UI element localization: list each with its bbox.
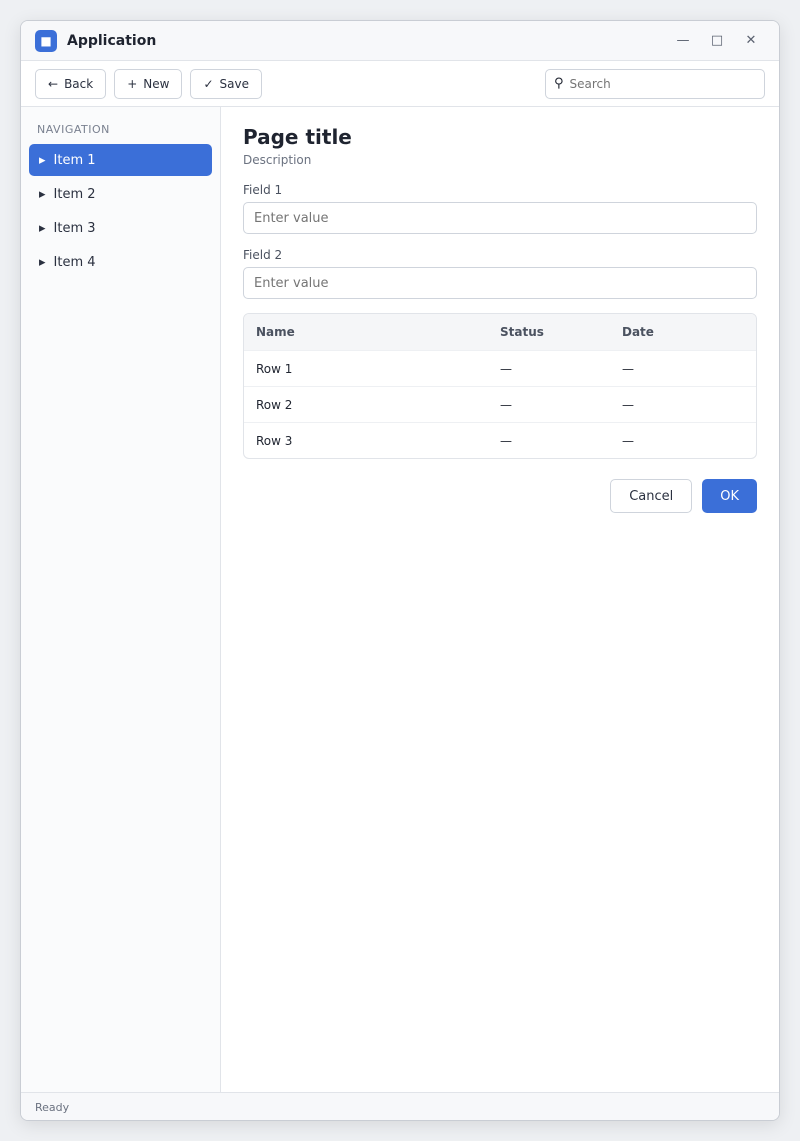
status-text: Ready: [35, 1101, 70, 1114]
new-button[interactable]: [114, 69, 182, 99]
body-area: [21, 107, 779, 1092]
table-row[interactable]: [244, 386, 756, 422]
table-cell: —: [622, 433, 634, 448]
folder-icon: ▸: [39, 220, 46, 236]
app-window: [20, 20, 780, 1121]
cancel-button[interactable]: Cancel: [610, 479, 692, 513]
table-header-row: [244, 314, 756, 350]
sidebar-item-2[interactable]: [29, 178, 212, 210]
sidebar-item-label: Item 2: [53, 186, 96, 202]
search-input[interactable]: [570, 77, 756, 91]
table-cell: —: [500, 361, 512, 376]
minimize-icon[interactable]: —: [676, 33, 690, 48]
confirm-button[interactable]: OK: [702, 479, 757, 513]
table-row[interactable]: [244, 422, 756, 458]
form-actions: [243, 479, 757, 513]
field-2-label: Field 2: [243, 248, 283, 262]
folder-icon: ▸: [39, 254, 46, 270]
sidebar-item-4[interactable]: [29, 246, 212, 278]
back-button-label: Back: [64, 76, 94, 91]
folder-icon: ▸: [39, 152, 46, 168]
table-header-cell[interactable]: Status: [500, 325, 544, 339]
table-cell: —: [500, 397, 512, 412]
sidebar-heading: NAVIGATION: [37, 123, 110, 136]
sidebar-item-label: Item 4: [53, 254, 96, 270]
table-header-cell[interactable]: Date: [622, 325, 654, 339]
save-icon: ✓: [203, 76, 214, 91]
table-row[interactable]: [244, 350, 756, 386]
title-bar: [21, 21, 779, 61]
window-title: Application: [67, 32, 157, 49]
sidebar: [21, 107, 221, 1092]
form-field-1: [243, 183, 757, 234]
arrow-left-icon: ←: [48, 76, 59, 91]
new-button-label: New: [143, 76, 170, 91]
main-content: [221, 107, 779, 1092]
table-cell: —: [622, 361, 634, 376]
plus-icon: +: [127, 76, 138, 91]
page-title: Page title: [243, 125, 352, 149]
toolbar: [21, 61, 779, 107]
sidebar-item-1[interactable]: [29, 144, 212, 176]
sidebar-item-label: Item 1: [53, 152, 96, 168]
back-button[interactable]: [35, 69, 106, 99]
table-cell: Row 3: [256, 433, 293, 448]
window-controls: [669, 29, 765, 53]
table-cell: —: [500, 433, 512, 448]
table-cell: Row 1: [256, 361, 293, 376]
app-logo-icon: ■: [35, 30, 57, 52]
field-1-label: Field 1: [243, 183, 283, 197]
maximize-icon[interactable]: □: [710, 33, 724, 48]
page-subtitle: Description: [243, 153, 312, 167]
form-field-2: [243, 248, 757, 299]
close-icon[interactable]: ✕: [745, 33, 757, 48]
save-button-label: Save: [219, 76, 249, 91]
field-2-input[interactable]: [243, 267, 757, 299]
table-cell: —: [622, 397, 634, 412]
save-button[interactable]: [190, 69, 262, 99]
sidebar-item-label: Item 3: [53, 220, 96, 236]
field-1-input[interactable]: [243, 202, 757, 234]
sidebar-item-3[interactable]: [29, 212, 212, 244]
search-box[interactable]: [545, 69, 765, 99]
status-bar: [21, 1092, 779, 1121]
search-icon: ⚲: [554, 76, 564, 91]
folder-icon: ▸: [39, 186, 46, 202]
data-table: [243, 313, 757, 459]
table-header-cell[interactable]: Name: [256, 325, 295, 339]
table-cell: Row 2: [256, 397, 293, 412]
